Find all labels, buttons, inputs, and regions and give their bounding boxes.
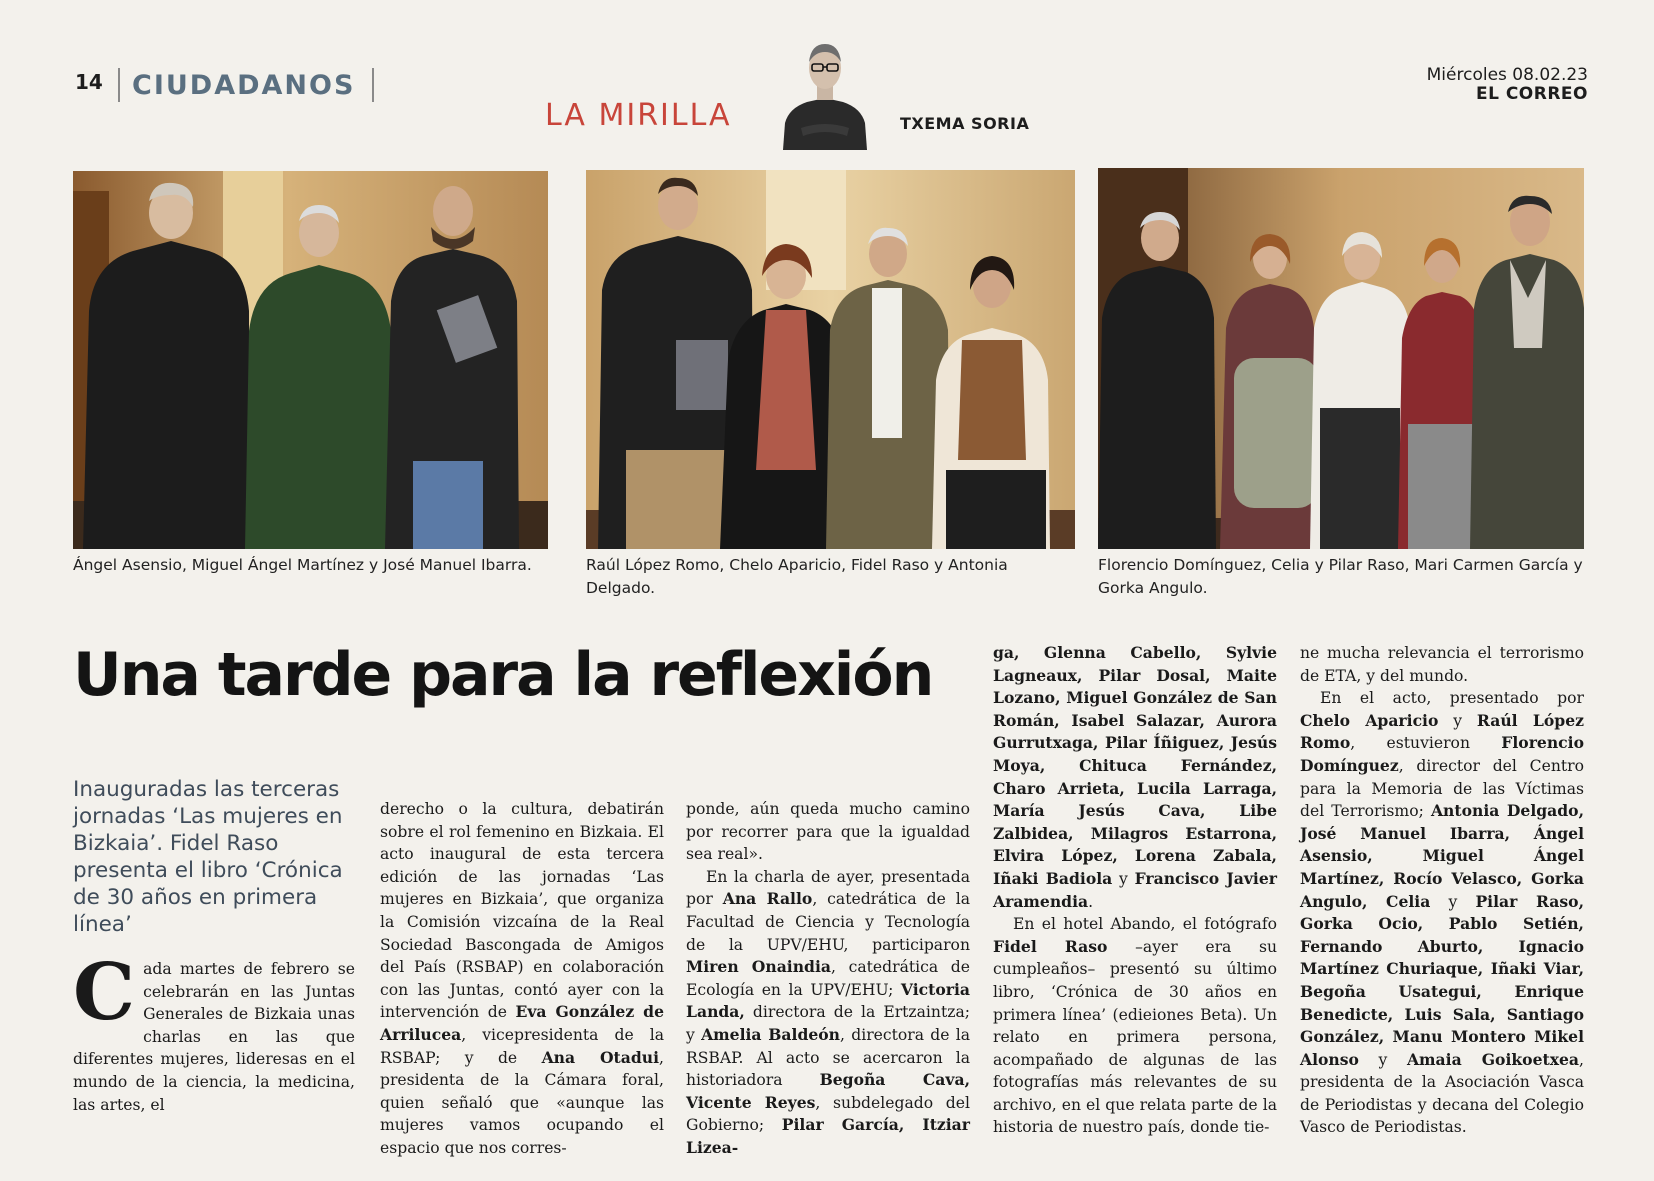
- article-column-2: derecho o la cultura, debatirán sobre el rol femenino en Bizkaia. El acto inaugural de esta tercera edición de las jornadas ‘Las mujeres en Bizkaia’, que organiza la Comisión vizcaína de la Real Sociedad Bascongada de Amigos del País (RSBAP) en colaboración con las Juntas, contó ayer con la intervención de Eva González de Arrilucea, vicepresidenta de la RSBAP; y de Ana Otadui, presidenta de la Cámara foral, quien señaló que «aunque las mujeres vamos ocupando el espacio que nos corres-: [380, 800, 665, 1157]
- name-highlight: Amelia Baldeón: [701, 1024, 841, 1044]
- name-highlight: Eva González de Arrilucea: [380, 1002, 665, 1044]
- name-highlight: ga, Glenna Cabello, Sylvie Lagneaux, Pilar Dosal, Maite Lozano, Miguel González de San Román, Isabel Salazar, Aurora Gurrutxaga, Pilar Íñiguez, Jesús Moya, Chituca Fernández, Charo Arrieta, Lucila Larraga, María Jesús Cava, Libe Zalbidea, Milagros Estarrona, Elvira López, Lorena Zabala, Iñaki Badiola: [993, 643, 1277, 888]
- name-highlight: Victoria Landa,: [686, 979, 970, 1022]
- section-divider-right: [372, 68, 374, 102]
- column-title: LA MIRILLA: [545, 98, 732, 133]
- name-highlight: Ana Rallo: [722, 889, 813, 909]
- name-highlight: Fidel Raso: [993, 936, 1108, 956]
- photo-1-caption: Ángel Asensio, Miguel Ángel Martínez y José Manuel Ibarra.: [73, 556, 532, 574]
- name-highlight: Raúl López Romo: [1300, 710, 1584, 753]
- photo-2: [586, 170, 1075, 549]
- page-number: 14: [75, 70, 103, 94]
- name-highlight: Pilar Raso, Gorka Ocio, Pablo Setién, Fernando Aburto, Ignacio Martínez Churiaque, Iñaki Viar, Begoña Usategui, Enrique Benedicte, Luis Sala, Santiago González, Manu Montero Mikel Alonso: [1300, 891, 1584, 1069]
- article-column-3: ponde, aún queda mucho camino por recorrer para que la igualdad sea real». En la charla de ayer, presentada por Ana Rallo, catedrática de la Facultad de Ciencia y Tecnología de la UPV/EHU, participaron Miren Onaindia, catedrática de Ecología en la UPV/EHU; Victoria Landa, directora de la Ertzaintza; y Amelia Baldeón, directora de la RSBAP. Al acto se acercaron la historiadora Begoña Cava, Vicente Reyes, subdelegado del Gobierno; Pilar García, Itziar Lizea-: [686, 800, 970, 1157]
- name-highlight: Chelo Aparicio: [1300, 710, 1439, 730]
- photo-3: [1098, 168, 1584, 549]
- drop-cap: C: [73, 947, 136, 1038]
- photo-3-caption: Florencio Domínguez, Celia y Pilar Raso, Mari Carmen García y Gorka Angulo.: [1098, 556, 1583, 597]
- newspaper-name: EL CORREO: [1475, 84, 1588, 104]
- photo-2-caption: Raúl López Romo, Chelo Aparicio, Fidel Raso y Antonia Delgado.: [586, 556, 1008, 597]
- article-headline: Una tarde para la reflexión: [73, 640, 933, 710]
- section-divider-left: [118, 68, 120, 102]
- section-title: CIUDADANOS: [132, 70, 356, 101]
- column-1-text: ada martes de febrero se celebrarán en las Juntas Generales de Bizkaia unas charlas en las que diferentes mujeres, lideresas en el mundo de la ciencia, la medicina, las artes, el: [73, 960, 355, 1114]
- name-highlight: Amaia Goikoetxea: [1406, 1049, 1580, 1069]
- name-highlight: Ana Otadui: [541, 1047, 660, 1067]
- columnist-name: TXEMA SORIA: [900, 114, 1030, 133]
- name-highlight: Miren Onaindia: [686, 957, 831, 977]
- photo-1: [73, 171, 548, 549]
- article-column-5: ne mucha relevancia el terrorismo de ETA, y del mundo. En el acto, presentado por Chelo Aparicio y Raúl López Romo, estuvieron Florencio Domínguez, director del Centro para la Memoria de las Víctimas del Terrorismo; Antonia Delgado, José Manuel Ibarra, Ángel Asensio, Miguel Ángel Martínez, Rocío Velasco, Gorka Angulo, Celia y Pilar Raso, Gorka Ocio, Pablo Setién, Fernando Aburto, Ignacio Martínez Churiaque, Iñaki Viar, Begoña Usategui, Enrique Benedicte, Luis Sala, Santiago González, Manu Montero Mikel Alonso y Amaia Goikoetxea, presidenta de la Asociación Vasca de Periodistas y decana del Colegio Vasco de Periodistas.: [1300, 644, 1584, 1137]
- article-column-1: [73, 947, 355, 1116]
- name-highlight: Florencio Domínguez: [1300, 733, 1584, 775]
- name-highlight: Pilar García, Itziar Lizea-: [686, 1115, 970, 1157]
- article-lead: Inauguradas las terceras jornadas ‘Las mujeres en Bizkaia’. Fidel Raso presenta el libro ‘Crónica de 30 años en primera línea’: [73, 777, 343, 937]
- issue-date: Miércoles 08.02.23: [1426, 65, 1588, 85]
- article-column-4: ga, Glenna Cabello, Sylvie Lagneaux, Pilar Dosal, Maite Lozano, Miguel González de San Román, Isabel Salazar, Aurora Gurrutxaga, Pilar Íñiguez, Jesús Moya, Chituca Fernández, Charo Arrieta, Lucila Larraga, María Jesús Cava, Libe Zalbidea, Milagros Estarrona, Elvira López, Lorena Zabala, Iñaki Badiola y Francisco Javier Aramendia. En el hotel Abando, el fotógrafo Fidel Raso –ayer era su cumpleaños– presentó su último libro, ‘Crónica de 30 años en primera línea’ (edieiones Beta). Un relato en primera persona, acompañado de algunas de las fotografías más relevantes de su archivo, en el que relata parte de la historia de nuestro país, donde tie-: [993, 643, 1278, 1137]
- columnist-portrait: [775, 28, 875, 150]
- name-highlight: Begoña Cava, Vicente Reyes: [686, 1070, 970, 1112]
- name-highlight: Antonia Delgado, José Manuel Ibarra, Ángel Asensio, Miguel Ángel Martínez, Rocío Velasco, Gorka Angulo, Celia: [1300, 801, 1584, 911]
- name-highlight: Francisco Javier Aramendia: [993, 868, 1277, 911]
